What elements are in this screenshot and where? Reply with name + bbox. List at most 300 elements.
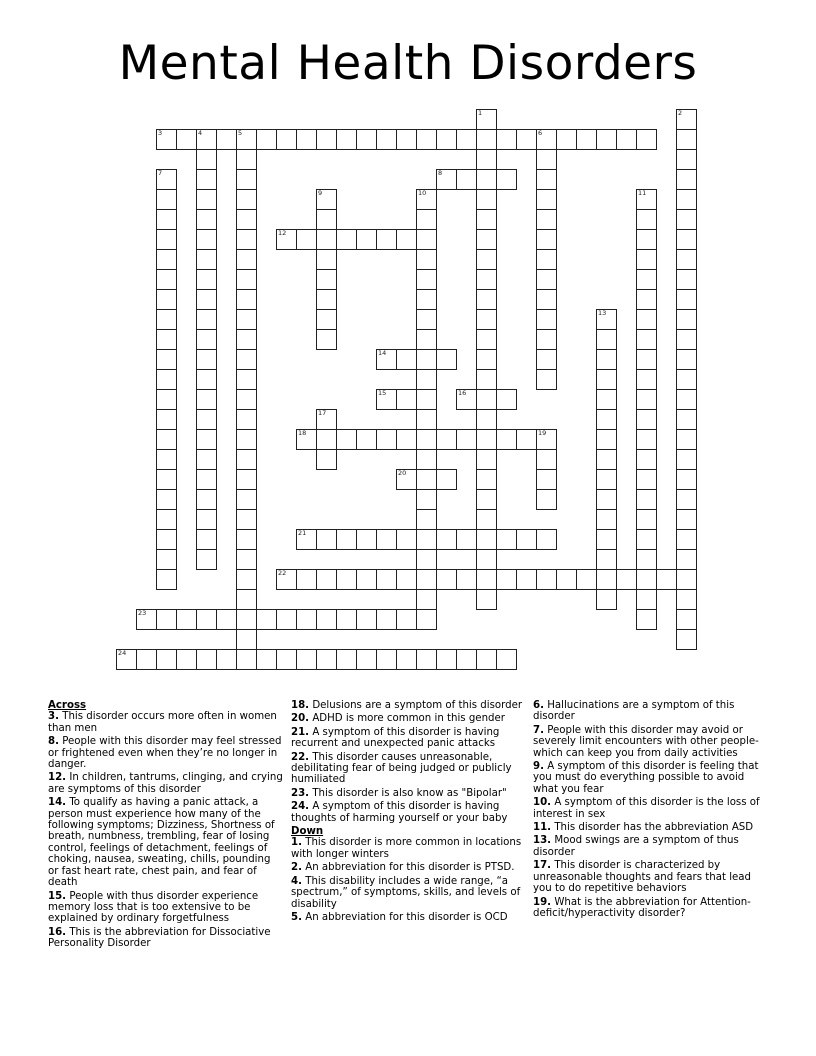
grid-cell[interactable] bbox=[316, 649, 337, 670]
grid-cell[interactable] bbox=[676, 629, 697, 650]
grid-cell[interactable] bbox=[436, 429, 457, 450]
grid-cell[interactable] bbox=[156, 129, 177, 150]
grid-cell[interactable] bbox=[476, 209, 497, 230]
grid-cell[interactable] bbox=[236, 209, 257, 230]
grid-cell[interactable] bbox=[676, 609, 697, 630]
grid-cell[interactable] bbox=[396, 609, 417, 630]
grid-cell[interactable] bbox=[236, 569, 257, 590]
grid-cell[interactable] bbox=[376, 649, 397, 670]
grid-cell[interactable] bbox=[416, 329, 437, 350]
grid-cell[interactable] bbox=[236, 609, 257, 630]
grid-cell[interactable] bbox=[476, 649, 497, 670]
grid-cell[interactable] bbox=[236, 589, 257, 610]
grid-cell[interactable] bbox=[676, 329, 697, 350]
grid-cell[interactable] bbox=[596, 329, 617, 350]
grid-cell[interactable] bbox=[296, 229, 317, 250]
grid-cell[interactable] bbox=[416, 369, 437, 390]
grid-cell[interactable] bbox=[196, 249, 217, 270]
grid-cell[interactable] bbox=[496, 649, 517, 670]
grid-cell[interactable] bbox=[316, 429, 337, 450]
grid-cell[interactable] bbox=[536, 129, 557, 150]
grid-cell[interactable] bbox=[316, 129, 337, 150]
grid-cell[interactable] bbox=[236, 249, 257, 270]
grid-cell[interactable] bbox=[596, 309, 617, 330]
grid-cell[interactable] bbox=[476, 569, 497, 590]
grid-cell[interactable] bbox=[236, 309, 257, 330]
grid-cell[interactable] bbox=[396, 469, 417, 490]
grid-cell[interactable] bbox=[436, 349, 457, 370]
grid-cell[interactable] bbox=[156, 569, 177, 590]
grid-cell[interactable] bbox=[476, 489, 497, 510]
grid-cell[interactable] bbox=[156, 469, 177, 490]
grid-cell[interactable] bbox=[636, 189, 657, 210]
grid-cell[interactable] bbox=[596, 449, 617, 470]
grid-cell[interactable] bbox=[676, 589, 697, 610]
grid-cell[interactable] bbox=[536, 249, 557, 270]
grid-cell[interactable] bbox=[496, 529, 517, 550]
grid-cell[interactable] bbox=[636, 609, 657, 630]
grid-cell[interactable] bbox=[456, 649, 477, 670]
grid-cell[interactable] bbox=[156, 409, 177, 430]
grid-cell[interactable] bbox=[356, 649, 377, 670]
grid-cell[interactable] bbox=[156, 229, 177, 250]
grid-cell[interactable] bbox=[336, 569, 357, 590]
grid-cell[interactable] bbox=[476, 589, 497, 610]
grid-cell[interactable] bbox=[596, 489, 617, 510]
grid-cell[interactable] bbox=[536, 229, 557, 250]
grid-cell[interactable] bbox=[536, 569, 557, 590]
grid-cell[interactable] bbox=[296, 569, 317, 590]
grid-cell[interactable] bbox=[376, 229, 397, 250]
grid-cell[interactable] bbox=[236, 149, 257, 170]
grid-cell[interactable] bbox=[236, 269, 257, 290]
grid-cell[interactable] bbox=[196, 449, 217, 470]
grid-cell[interactable] bbox=[536, 169, 557, 190]
grid-cell[interactable] bbox=[476, 369, 497, 390]
grid-cell[interactable] bbox=[636, 509, 657, 530]
grid-cell[interactable] bbox=[236, 389, 257, 410]
grid-cell[interactable] bbox=[516, 569, 537, 590]
grid-cell[interactable] bbox=[676, 409, 697, 430]
grid-cell[interactable] bbox=[476, 169, 497, 190]
grid-cell[interactable] bbox=[476, 509, 497, 530]
grid-cell[interactable] bbox=[376, 569, 397, 590]
grid-cell[interactable] bbox=[676, 269, 697, 290]
grid-cell[interactable] bbox=[196, 389, 217, 410]
grid-cell[interactable] bbox=[496, 429, 517, 450]
grid-cell[interactable] bbox=[456, 529, 477, 550]
grid-cell[interactable] bbox=[156, 429, 177, 450]
grid-cell[interactable] bbox=[576, 569, 597, 590]
grid-cell[interactable] bbox=[196, 489, 217, 510]
grid-cell[interactable] bbox=[236, 189, 257, 210]
grid-cell[interactable] bbox=[196, 289, 217, 310]
grid-cell[interactable] bbox=[196, 169, 217, 190]
grid-cell[interactable] bbox=[336, 229, 357, 250]
grid-cell[interactable] bbox=[256, 609, 277, 630]
grid-cell[interactable] bbox=[596, 529, 617, 550]
grid-cell[interactable] bbox=[316, 189, 337, 210]
grid-cell[interactable] bbox=[296, 429, 317, 450]
grid-cell[interactable] bbox=[116, 649, 137, 670]
grid-cell[interactable] bbox=[636, 349, 657, 370]
grid-cell[interactable] bbox=[156, 609, 177, 630]
grid-cell[interactable] bbox=[376, 529, 397, 550]
grid-cell[interactable] bbox=[676, 309, 697, 330]
grid-cell[interactable] bbox=[676, 549, 697, 570]
grid-cell[interactable] bbox=[396, 649, 417, 670]
grid-cell[interactable] bbox=[636, 529, 657, 550]
grid-cell[interactable] bbox=[196, 649, 217, 670]
grid-cell[interactable] bbox=[196, 469, 217, 490]
grid-cell[interactable] bbox=[676, 149, 697, 170]
grid-cell[interactable] bbox=[436, 469, 457, 490]
grid-cell[interactable] bbox=[416, 129, 437, 150]
grid-cell[interactable] bbox=[416, 609, 437, 630]
grid-cell[interactable] bbox=[236, 429, 257, 450]
grid-cell[interactable] bbox=[536, 449, 557, 470]
grid-cell[interactable] bbox=[496, 169, 517, 190]
grid-cell[interactable] bbox=[276, 129, 297, 150]
grid-cell[interactable] bbox=[216, 129, 237, 150]
grid-cell[interactable] bbox=[336, 429, 357, 450]
grid-cell[interactable] bbox=[136, 609, 157, 630]
grid-cell[interactable] bbox=[316, 249, 337, 270]
grid-cell[interactable] bbox=[156, 189, 177, 210]
grid-cell[interactable] bbox=[196, 409, 217, 430]
grid-cell[interactable] bbox=[196, 549, 217, 570]
grid-cell[interactable] bbox=[636, 549, 657, 570]
grid-cell[interactable] bbox=[236, 349, 257, 370]
grid-cell[interactable] bbox=[636, 209, 657, 230]
grid-cell[interactable] bbox=[636, 469, 657, 490]
grid-cell[interactable] bbox=[416, 589, 437, 610]
grid-cell[interactable] bbox=[316, 409, 337, 430]
grid-cell[interactable] bbox=[636, 129, 657, 150]
grid-cell[interactable] bbox=[156, 349, 177, 370]
grid-cell[interactable] bbox=[176, 649, 197, 670]
grid-cell[interactable] bbox=[356, 569, 377, 590]
grid-cell[interactable] bbox=[416, 509, 437, 530]
grid-cell[interactable] bbox=[536, 489, 557, 510]
grid-cell[interactable] bbox=[416, 269, 437, 290]
grid-cell[interactable] bbox=[256, 129, 277, 150]
grid-cell[interactable] bbox=[336, 649, 357, 670]
grid-cell[interactable] bbox=[476, 129, 497, 150]
grid-cell[interactable] bbox=[176, 129, 197, 150]
grid-cell[interactable] bbox=[676, 469, 697, 490]
grid-cell[interactable] bbox=[436, 649, 457, 670]
grid-cell[interactable] bbox=[236, 289, 257, 310]
grid-cell[interactable] bbox=[676, 169, 697, 190]
grid-cell[interactable] bbox=[676, 189, 697, 210]
grid-cell[interactable] bbox=[596, 589, 617, 610]
grid-cell[interactable] bbox=[136, 649, 157, 670]
grid-cell[interactable] bbox=[476, 109, 497, 130]
grid-cell[interactable] bbox=[476, 349, 497, 370]
grid-cell[interactable] bbox=[516, 129, 537, 150]
grid-cell[interactable] bbox=[676, 389, 697, 410]
grid-cell[interactable] bbox=[236, 369, 257, 390]
grid-cell[interactable] bbox=[536, 369, 557, 390]
grid-cell[interactable] bbox=[396, 129, 417, 150]
grid-cell[interactable] bbox=[676, 289, 697, 310]
grid-cell[interactable] bbox=[296, 609, 317, 630]
grid-cell[interactable] bbox=[416, 409, 437, 430]
grid-cell[interactable] bbox=[596, 509, 617, 530]
grid-cell[interactable] bbox=[676, 529, 697, 550]
grid-cell[interactable] bbox=[636, 369, 657, 390]
grid-cell[interactable] bbox=[376, 429, 397, 450]
grid-cell[interactable] bbox=[476, 189, 497, 210]
grid-cell[interactable] bbox=[536, 469, 557, 490]
grid-cell[interactable] bbox=[636, 309, 657, 330]
grid-cell[interactable] bbox=[156, 369, 177, 390]
grid-cell[interactable] bbox=[676, 489, 697, 510]
grid-cell[interactable] bbox=[316, 289, 337, 310]
grid-cell[interactable] bbox=[236, 229, 257, 250]
grid-cell[interactable] bbox=[236, 509, 257, 530]
grid-cell[interactable] bbox=[456, 389, 477, 410]
grid-cell[interactable] bbox=[396, 349, 417, 370]
grid-cell[interactable] bbox=[236, 129, 257, 150]
grid-cell[interactable] bbox=[476, 409, 497, 430]
grid-cell[interactable] bbox=[676, 569, 697, 590]
grid-cell[interactable] bbox=[376, 349, 397, 370]
grid-cell[interactable] bbox=[456, 569, 477, 590]
grid-cell[interactable] bbox=[636, 589, 657, 610]
grid-cell[interactable] bbox=[476, 309, 497, 330]
grid-cell[interactable] bbox=[316, 329, 337, 350]
grid-cell[interactable] bbox=[396, 389, 417, 410]
grid-cell[interactable] bbox=[476, 389, 497, 410]
grid-cell[interactable] bbox=[416, 649, 437, 670]
grid-cell[interactable] bbox=[596, 549, 617, 570]
grid-cell[interactable] bbox=[156, 289, 177, 310]
grid-cell[interactable] bbox=[156, 329, 177, 350]
grid-cell[interactable] bbox=[596, 469, 617, 490]
grid-cell[interactable] bbox=[396, 229, 417, 250]
grid-cell[interactable] bbox=[396, 429, 417, 450]
grid-cell[interactable] bbox=[316, 209, 337, 230]
grid-cell[interactable] bbox=[676, 449, 697, 470]
grid-cell[interactable] bbox=[636, 409, 657, 430]
grid-cell[interactable] bbox=[196, 349, 217, 370]
grid-cell[interactable] bbox=[596, 429, 617, 450]
grid-cell[interactable] bbox=[236, 629, 257, 650]
grid-cell[interactable] bbox=[356, 529, 377, 550]
grid-cell[interactable] bbox=[156, 489, 177, 510]
grid-cell[interactable] bbox=[596, 129, 617, 150]
grid-cell[interactable] bbox=[216, 609, 237, 630]
grid-cell[interactable] bbox=[356, 429, 377, 450]
grid-cell[interactable] bbox=[276, 649, 297, 670]
grid-cell[interactable] bbox=[456, 429, 477, 450]
grid-cell[interactable] bbox=[516, 529, 537, 550]
grid-cell[interactable] bbox=[196, 609, 217, 630]
grid-cell[interactable] bbox=[436, 169, 457, 190]
grid-cell[interactable] bbox=[636, 429, 657, 450]
grid-cell[interactable] bbox=[596, 389, 617, 410]
grid-cell[interactable] bbox=[436, 529, 457, 550]
grid-cell[interactable] bbox=[536, 349, 557, 370]
grid-cell[interactable] bbox=[416, 289, 437, 310]
grid-cell[interactable] bbox=[156, 249, 177, 270]
grid-cell[interactable] bbox=[176, 609, 197, 630]
grid-cell[interactable] bbox=[636, 289, 657, 310]
grid-cell[interactable] bbox=[196, 129, 217, 150]
grid-cell[interactable] bbox=[556, 129, 577, 150]
grid-cell[interactable] bbox=[416, 349, 437, 370]
grid-cell[interactable] bbox=[316, 229, 337, 250]
grid-cell[interactable] bbox=[536, 429, 557, 450]
grid-cell[interactable] bbox=[416, 529, 437, 550]
grid-cell[interactable] bbox=[276, 229, 297, 250]
grid-cell[interactable] bbox=[356, 609, 377, 630]
grid-cell[interactable] bbox=[536, 209, 557, 230]
grid-cell[interactable] bbox=[476, 449, 497, 470]
grid-cell[interactable] bbox=[416, 429, 437, 450]
grid-cell[interactable] bbox=[416, 389, 437, 410]
grid-cell[interactable] bbox=[536, 329, 557, 350]
grid-cell[interactable] bbox=[196, 309, 217, 330]
grid-cell[interactable] bbox=[156, 269, 177, 290]
grid-cell[interactable] bbox=[196, 329, 217, 350]
grid-cell[interactable] bbox=[476, 429, 497, 450]
grid-cell[interactable] bbox=[676, 249, 697, 270]
grid-cell[interactable] bbox=[596, 569, 617, 590]
grid-cell[interactable] bbox=[196, 369, 217, 390]
grid-cell[interactable] bbox=[676, 229, 697, 250]
grid-cell[interactable] bbox=[616, 569, 637, 590]
grid-cell[interactable] bbox=[416, 249, 437, 270]
grid-cell[interactable] bbox=[436, 129, 457, 150]
grid-cell[interactable] bbox=[236, 469, 257, 490]
grid-cell[interactable] bbox=[396, 529, 417, 550]
grid-cell[interactable] bbox=[216, 649, 237, 670]
grid-cell[interactable] bbox=[536, 189, 557, 210]
grid-cell[interactable] bbox=[436, 569, 457, 590]
grid-cell[interactable] bbox=[156, 389, 177, 410]
grid-cell[interactable] bbox=[656, 569, 677, 590]
grid-cell[interactable] bbox=[496, 389, 517, 410]
grid-cell[interactable] bbox=[276, 609, 297, 630]
grid-cell[interactable] bbox=[356, 229, 377, 250]
grid-cell[interactable] bbox=[336, 609, 357, 630]
grid-cell[interactable] bbox=[636, 449, 657, 470]
grid-cell[interactable] bbox=[636, 489, 657, 510]
grid-cell[interactable] bbox=[236, 329, 257, 350]
grid-cell[interactable] bbox=[156, 549, 177, 570]
grid-cell[interactable] bbox=[416, 309, 437, 330]
grid-cell[interactable] bbox=[476, 269, 497, 290]
grid-cell[interactable] bbox=[536, 269, 557, 290]
grid-cell[interactable] bbox=[296, 129, 317, 150]
grid-cell[interactable] bbox=[336, 129, 357, 150]
grid-cell[interactable] bbox=[156, 309, 177, 330]
grid-cell[interactable] bbox=[536, 149, 557, 170]
grid-cell[interactable] bbox=[416, 189, 437, 210]
grid-cell[interactable] bbox=[456, 169, 477, 190]
grid-cell[interactable] bbox=[236, 409, 257, 430]
grid-cell[interactable] bbox=[236, 169, 257, 190]
grid-cell[interactable] bbox=[476, 329, 497, 350]
grid-cell[interactable] bbox=[416, 229, 437, 250]
grid-cell[interactable] bbox=[676, 129, 697, 150]
grid-cell[interactable] bbox=[676, 509, 697, 530]
grid-cell[interactable] bbox=[416, 209, 437, 230]
grid-cell[interactable] bbox=[376, 389, 397, 410]
grid-cell[interactable] bbox=[296, 649, 317, 670]
grid-cell[interactable] bbox=[316, 309, 337, 330]
grid-cell[interactable] bbox=[596, 369, 617, 390]
grid-cell[interactable] bbox=[476, 549, 497, 570]
grid-cell[interactable] bbox=[536, 309, 557, 330]
grid-cell[interactable] bbox=[196, 149, 217, 170]
grid-cell[interactable] bbox=[316, 269, 337, 290]
grid-cell[interactable] bbox=[156, 649, 177, 670]
grid-cell[interactable] bbox=[556, 569, 577, 590]
grid-cell[interactable] bbox=[196, 509, 217, 530]
grid-cell[interactable] bbox=[456, 129, 477, 150]
grid-cell[interactable] bbox=[316, 609, 337, 630]
grid-cell[interactable] bbox=[616, 129, 637, 150]
grid-cell[interactable] bbox=[596, 349, 617, 370]
grid-cell[interactable] bbox=[336, 529, 357, 550]
grid-cell[interactable] bbox=[356, 129, 377, 150]
grid-cell[interactable] bbox=[396, 569, 417, 590]
grid-cell[interactable] bbox=[576, 129, 597, 150]
grid-cell[interactable] bbox=[196, 529, 217, 550]
grid-cell[interactable] bbox=[236, 489, 257, 510]
grid-cell[interactable] bbox=[496, 129, 517, 150]
grid-cell[interactable] bbox=[196, 229, 217, 250]
grid-cell[interactable] bbox=[636, 569, 657, 590]
grid-cell[interactable] bbox=[316, 449, 337, 470]
grid-cell[interactable] bbox=[476, 469, 497, 490]
grid-cell[interactable] bbox=[636, 269, 657, 290]
grid-cell[interactable] bbox=[156, 169, 177, 190]
grid-cell[interactable] bbox=[676, 349, 697, 370]
grid-cell[interactable] bbox=[236, 649, 257, 670]
grid-cell[interactable] bbox=[636, 249, 657, 270]
grid-cell[interactable] bbox=[536, 289, 557, 310]
grid-cell[interactable] bbox=[156, 529, 177, 550]
grid-cell[interactable] bbox=[476, 289, 497, 310]
grid-cell[interactable] bbox=[236, 529, 257, 550]
grid-cell[interactable] bbox=[156, 449, 177, 470]
grid-cell[interactable] bbox=[256, 649, 277, 670]
grid-cell[interactable] bbox=[416, 469, 437, 490]
grid-cell[interactable] bbox=[676, 209, 697, 230]
grid-cell[interactable] bbox=[196, 189, 217, 210]
grid-cell[interactable] bbox=[196, 209, 217, 230]
grid-cell[interactable] bbox=[196, 429, 217, 450]
grid-cell[interactable] bbox=[156, 209, 177, 230]
grid-cell[interactable] bbox=[476, 529, 497, 550]
grid-cell[interactable] bbox=[416, 489, 437, 510]
grid-cell[interactable] bbox=[676, 429, 697, 450]
grid-cell[interactable] bbox=[156, 509, 177, 530]
grid-cell[interactable] bbox=[636, 329, 657, 350]
grid-cell[interactable] bbox=[376, 129, 397, 150]
grid-cell[interactable] bbox=[316, 569, 337, 590]
grid-cell[interactable] bbox=[416, 449, 437, 470]
grid-cell[interactable] bbox=[416, 569, 437, 590]
grid-cell[interactable] bbox=[476, 229, 497, 250]
grid-cell[interactable] bbox=[276, 569, 297, 590]
grid-cell[interactable] bbox=[636, 229, 657, 250]
